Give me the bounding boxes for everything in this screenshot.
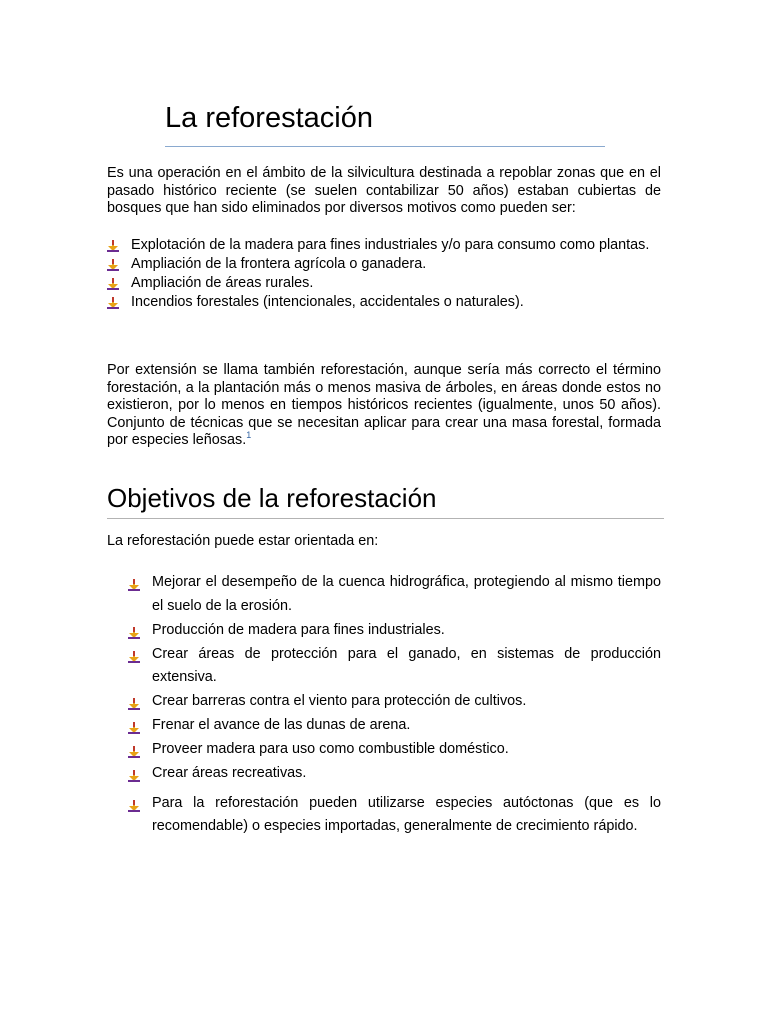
extension-paragraph	[107, 362, 661, 450]
arrow-pin-bullet-icon	[128, 695, 140, 707]
footnote-reference[interactable]: 1	[246, 430, 252, 441]
arrow-pin-bullet-icon	[128, 797, 140, 809]
arrow-pin-bullet-icon	[107, 296, 119, 308]
section-heading: Objetivos de la reforestación	[107, 483, 437, 513]
heading-underline	[107, 518, 664, 519]
list-item-text: Proveer madera para uso como combustible doméstico.	[152, 741, 509, 757]
arrow-pin-bullet-icon	[128, 743, 140, 755]
list-item-text: Crear barreras contra el viento para protección de cultivos.	[152, 693, 527, 709]
list-item	[128, 714, 661, 738]
page-title: La reforestación	[165, 102, 373, 134]
list-item	[128, 571, 661, 618]
list-item	[128, 762, 661, 786]
list-item-text: Incendios forestales (intencionales, accidentales o naturales).	[131, 294, 524, 310]
objectives-intro: La reforestación puede estar orientada en:	[107, 533, 379, 549]
list-item	[128, 643, 661, 690]
arrow-pin-bullet-icon	[128, 648, 140, 660]
arrow-pin-bullet-icon	[107, 258, 119, 270]
arrow-pin-bullet-icon	[107, 277, 119, 289]
list-item-text: Ampliación de la frontera agrícola o ganadera.	[131, 256, 427, 272]
list-item-text: Para la reforestación pueden utilizarse especies autóctonas (que es lo recomendable) o especies importadas, generalmente de crecimiento rápido.	[152, 794, 661, 834]
arrow-pin-bullet-icon	[107, 239, 119, 251]
list-item-text: Mejorar el desempeño de la cuenca hidrográfica, protegiendo al mismo tiempo el suelo de la erosión.	[152, 574, 661, 614]
objectives-list	[128, 571, 661, 839]
list-item	[128, 738, 661, 762]
arrow-pin-bullet-icon	[128, 719, 140, 731]
arrow-pin-bullet-icon	[128, 624, 140, 636]
list-item	[107, 255, 661, 273]
list-item	[107, 236, 661, 254]
list-item-text: Frenar el avance de las dunas de arena.	[152, 717, 411, 733]
list-item-text: Crear áreas de protección para el ganado, en sistemas de producción extensiva.	[152, 645, 661, 685]
list-item-text: Ampliación de áreas rurales.	[131, 275, 314, 291]
list-item-text: Explotación de la madera para fines industriales y/o para consumo como plantas.	[131, 237, 650, 253]
extension-paragraph-text: Por extensión se llama también reforestación, aunque sería más correcto el término forestación, a la plantación más o menos masiva de árboles, en áreas donde estos no existieron, por lo menos en tiempos históricos recientes (igualmente, unos 50 años). Conjunto de técnicas que se necesitan aplicar para crear una masa forestal, formada por especies leñosas.	[107, 362, 661, 448]
list-item	[107, 293, 661, 311]
intro-paragraph: Es una operación en el ámbito de la silvicultura destinada a repoblar zonas que en el pasado histórico reciente (se suelen contabilizar 50 años) estaban cubiertas de bosques que han sido eliminados por diversos motivos como pueden ser:	[107, 165, 661, 216]
arrow-pin-bullet-icon	[128, 576, 140, 588]
causes-list	[107, 236, 661, 312]
list-item	[128, 792, 661, 839]
list-item	[107, 274, 661, 292]
title-underline	[165, 146, 605, 147]
list-item	[128, 619, 661, 643]
list-item	[128, 690, 661, 714]
arrow-pin-bullet-icon	[128, 767, 140, 779]
list-item-text: Producción de madera para fines industriales.	[152, 621, 445, 638]
list-item-text: Crear áreas recreativas.	[152, 765, 307, 781]
